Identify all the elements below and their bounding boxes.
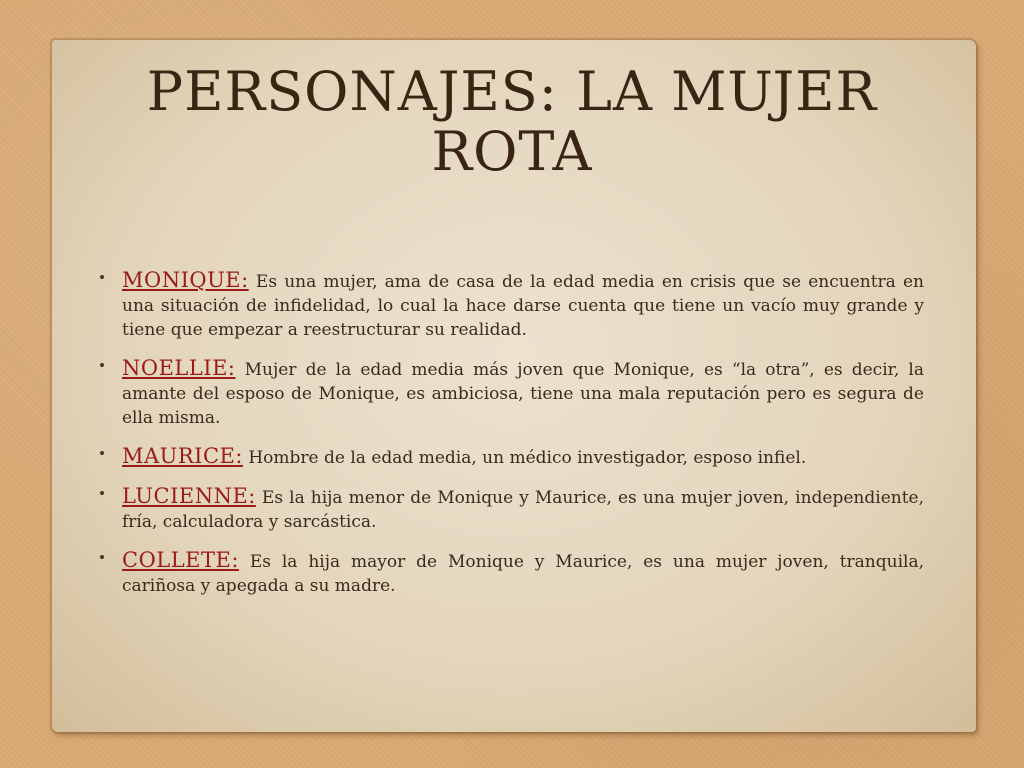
character-description: Es la hija menor de Monique y Maurice, es una mujer joven, independiente, fría, calculadora y sarcástica. — [122, 488, 924, 532]
list-item-maurice — [100, 444, 924, 470]
bullet-icon — [100, 363, 104, 367]
character-name: NOELLIE: — [122, 356, 236, 380]
list-item-monique — [100, 268, 924, 342]
character-name: COLLETE: — [122, 548, 239, 572]
bullet-icon — [100, 491, 104, 495]
page-title — [0, 62, 1024, 182]
list-item-noellie — [100, 356, 924, 430]
character-list — [100, 268, 924, 612]
list-item-collete — [100, 548, 924, 598]
title-line-1: PERSONAJES: LA MUJER — [146, 60, 878, 123]
bullet-icon — [100, 275, 104, 279]
character-description: Es una mujer, ama de casa de la edad media en crisis que se encuentra en una situación de infidelidad, lo cual la hace darse cuenta que tiene un vacío muy grande y tiene que empezar a reestructurar su realidad. — [122, 272, 925, 340]
bullet-icon — [100, 451, 104, 455]
list-item-lucienne — [100, 484, 924, 534]
title-line-2: ROTA — [431, 120, 593, 183]
character-description: Hombre de la edad media, un médico investigador, esposo infiel. — [248, 448, 807, 468]
character-description: Es la hija mayor de Monique y Maurice, es una mujer joven, tranquila, cariñosa y apegada a su madre. — [122, 552, 924, 596]
bullet-icon — [100, 555, 104, 559]
character-name: MAURICE: — [122, 444, 243, 468]
character-name: MONIQUE: — [122, 268, 249, 292]
character-name: LUCIENNE: — [122, 484, 256, 508]
character-description: Mujer de la edad media más joven que Monique, es “la otra”, es decir, la amante del esposo de Monique, es ambiciosa, tiene una mala reputación pero es segura de ella misma. — [122, 360, 924, 428]
